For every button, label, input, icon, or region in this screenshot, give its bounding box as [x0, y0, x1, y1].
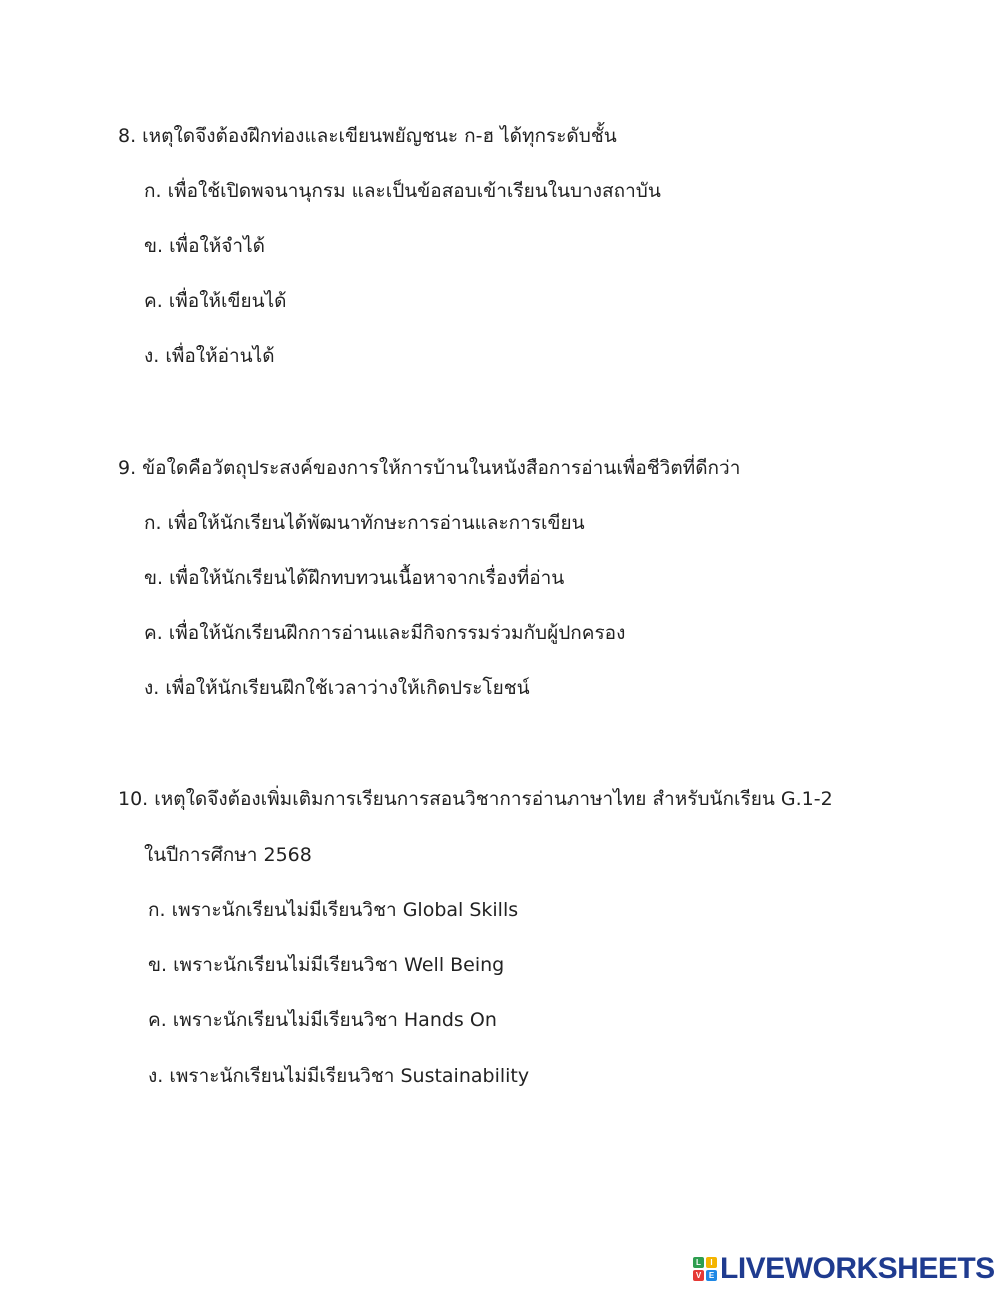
question-10-text-continued: ในปีการศึกษา 2568 — [144, 844, 312, 866]
question-9-option-b[interactable]: ข. เพื่อให้นักเรียนได้ฝึกทบทวนเนื้อหาจากเรื่องที่อ่าน — [144, 567, 565, 589]
question-9-option-c[interactable]: ค. เพื่อให้นักเรียนฝึกการอ่านและมีกิจกรรมร่วมกับผู้ปกครอง — [144, 622, 626, 644]
logo-mark-tile: V — [693, 1270, 704, 1281]
question-10-text: 10. เหตุใดจึงต้องเพิ่มเติมการเรียนการสอนวิชาการอ่านภาษาไทย สำหรับนักเรียน G.1-2 — [118, 788, 833, 810]
question-9-text: 9. ข้อใดคือวัตถุประสงค์ของการให้การบ้านในหนังสือการอ่านเพื่อชีวิตที่ดีกว่า — [118, 457, 741, 479]
question-10-option-d[interactable]: ง. เพราะนักเรียนไม่มีเรียนวิชา Sustainability — [148, 1065, 530, 1087]
question-8-text: 8. เหตุใดจึงต้องฝึกท่องและเขียนพยัญชนะ ก-ฮ ได้ทุกระดับชั้น — [118, 125, 617, 147]
question-10-option-c[interactable]: ค. เพราะนักเรียนไม่มีเรียนวิชา Hands On — [148, 1009, 497, 1031]
question-8-option-c[interactable]: ค. เพื่อให้เขียนได้ — [144, 290, 287, 312]
question-9-option-a[interactable]: ก. เพื่อให้นักเรียนได้พัฒนาทักษะการอ่านและการเขียน — [144, 512, 585, 534]
question-8-option-d[interactable]: ง. เพื่อให้อ่านได้ — [144, 345, 275, 367]
question-8-option-a[interactable]: ก. เพื่อใช้เปิดพจนานุกรม และเป็นข้อสอบเข้าเรียนในบางสถาบัน — [144, 180, 661, 202]
logo-mark-tile: E — [706, 1270, 717, 1281]
question-10-option-b[interactable]: ข. เพราะนักเรียนไม่มีเรียนวิชา Well Being — [148, 954, 505, 976]
logo-wordmark: LIVEWORKSHEETS — [720, 1252, 995, 1285]
logo-mark-tile: I — [706, 1257, 717, 1268]
logo-mark-tile: L — [693, 1257, 704, 1268]
logo-mark-icon — [693, 1257, 717, 1281]
question-10-option-a[interactable]: ก. เพราะนักเรียนไม่มีเรียนวิชา Global Skills — [148, 899, 519, 921]
liveworksheets-logo — [693, 1252, 995, 1286]
question-9-option-d[interactable]: ง. เพื่อให้นักเรียนฝึกใช้เวลาว่างให้เกิดประโยชน์ — [144, 677, 530, 699]
question-8-option-b[interactable]: ข. เพื่อให้จำได้ — [144, 235, 265, 257]
